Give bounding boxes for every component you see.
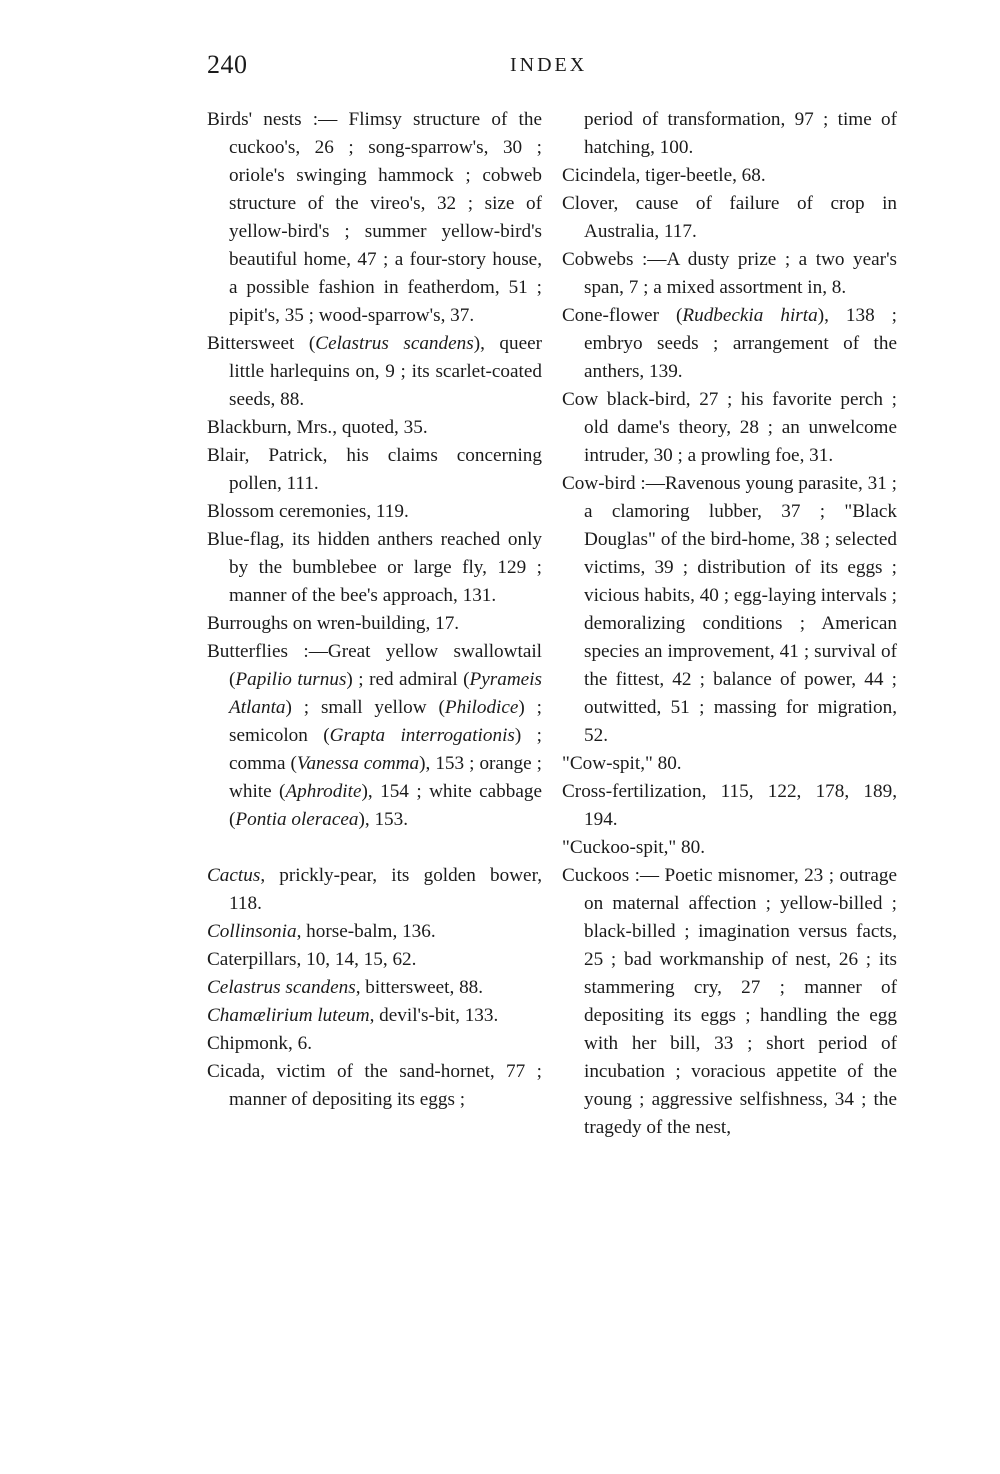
- index-entry-text: , prickly-pear, its golden bower, 118.: [229, 865, 542, 914]
- index-entry: [562, 386, 897, 470]
- index-entry-italic: Grapta interrogationis: [329, 725, 515, 746]
- index-entry-italic: Collinsonia: [207, 921, 297, 942]
- index-entry-text: , bittersweet, 88.: [355, 977, 484, 998]
- index-entry-italic: Celastrus scandens: [315, 333, 474, 354]
- index-entry-text: ) ; comma (: [229, 725, 542, 774]
- index-entry: [207, 1002, 542, 1030]
- index-entry: [207, 498, 542, 526]
- index-entry: [207, 414, 542, 442]
- index-column-right: [562, 106, 897, 1142]
- index-entry-text: Cuckoos :— Poetic misnomer, 23 ; outrage on maternal affection ; yellow-billed ; black-billed ; imagination versus facts, 25 ; bad workmanship of nest, 26 ; its stammering cry, 27 ; manner of depositing its eggs ; handling the egg with her bill, 33 ; short period of incubation ; voracious appetite of the young ; aggressive selfishness, 34 ; the tragedy of the nest,: [562, 865, 897, 1138]
- index-entry: [207, 862, 542, 918]
- index-entry-text: Cross-fertilization, 115, 122, 178, 189, 194.: [562, 781, 897, 830]
- index-entry-italic: Rudbeckia hirta: [682, 305, 818, 326]
- index-entry: [207, 1030, 542, 1058]
- index-entry-text: Cicada, victim of the sand-hornet, 77 ; manner of depositing its eggs ;: [207, 1061, 542, 1110]
- index-entry: [207, 638, 542, 834]
- index-entry: [562, 470, 897, 750]
- index-entry-text: "Cow-spit," 80.: [562, 753, 682, 774]
- index-entry: [207, 442, 542, 498]
- index-entry-text: ) ; semicolon (: [229, 697, 542, 746]
- index-entry-text: ) ; red admiral (: [346, 669, 470, 690]
- index-entry: [562, 162, 897, 190]
- index-entry-text: Cobwebs :—A dusty prize ; a two year's span, 7 ; a mixed assortment in, 8.: [562, 249, 897, 298]
- index-entry-text: Cow-bird :—Ravenous young parasite, 31 ; a clamoring lubber, 37 ; "Black Douglas" of the bird-home, 38 ; selected victims, 39 ; distribution of its eggs ; vicious habits, 40 ; egg-laying intervals ; demoralizing conditions ; American species an improvement, 41 ; survival of the fittest, 42 ; balance of power, 44 ; outwitted, 51 ; massing for migration, 52.: [562, 473, 897, 746]
- index-entry-text: Blackburn, Mrs., quoted, 35.: [207, 417, 428, 438]
- index-entry: [562, 862, 897, 1142]
- index-entry-text: "Cuckoo-spit," 80.: [562, 837, 706, 858]
- index-column-left: [207, 106, 542, 1114]
- index-entry: [562, 106, 897, 162]
- index-entry: [207, 330, 542, 414]
- index-entry-italic: Papilio turnus: [235, 669, 347, 690]
- index-entry: [562, 190, 897, 246]
- index-entry-text: Chipmonk, 6.: [207, 1033, 313, 1054]
- index-entry-text: Cicindela, tiger-beetle, 68.: [562, 165, 766, 186]
- index-entry-text: Butterflies :—Great yellow swallowtail (: [207, 641, 542, 690]
- index-entry-text: ), 154 ; white cabbage (: [229, 781, 542, 830]
- index-entry-text: Birds' nests :— Flimsy structure of the cuckoo's, 26 ; song-sparrow's, 30 ; oriole's swinging hammock ; cobweb structure of the vireo's, 32 ; size of yellow-bird's ; summer yellow-bird's beautiful home, 47 ; a four-story house, a possible fashion in featherdom, 51 ; pipit's, 35 ; wood-sparrow's, 37.: [207, 109, 542, 326]
- index-entry-text: ), 153.: [358, 809, 409, 830]
- index-entry-text: ), 153 ; orange ; white (: [229, 753, 542, 802]
- index-entry-text: Blair, Patrick, his claims concerning pollen, 111.: [207, 445, 542, 494]
- index-entry: [207, 1058, 542, 1114]
- index-entry: [562, 750, 897, 778]
- index-entry: [207, 610, 542, 638]
- index-entry-text: , horse-balm, 136.: [296, 921, 436, 942]
- index-entry-italic: Cactus: [207, 865, 261, 886]
- index-entry: [207, 918, 542, 946]
- index-entry: [562, 834, 897, 862]
- index-entry: [562, 302, 897, 386]
- index-entry-italic: Aphrodite: [285, 781, 362, 802]
- index-entry-text: ), queer little harlequins on, 9 ; its scarlet-coated seeds, 88.: [229, 333, 543, 410]
- index-entry-italic: Chamælirium luteum: [207, 1005, 370, 1026]
- index-entry-text: ), 138 ; embryo seeds ; arrangement of the anthers, 139.: [584, 305, 898, 382]
- index-entry-text: Blue-flag, its hidden anthers reached only by the bumblebee or large fly, 129 ; manner of the bee's approach, 131.: [207, 529, 542, 606]
- index-entry: [562, 246, 897, 302]
- index-entry-text: Blossom ceremonies, 119.: [207, 501, 409, 522]
- index-entry: [562, 778, 897, 834]
- index-entry-text: ) ; small yellow (: [285, 697, 445, 718]
- index-entry: [207, 526, 542, 610]
- index-entry-italic: Pyrameis Atlanta: [229, 669, 542, 718]
- index-entry-text: period of transformation, 97 ; time of hatching, 100.: [584, 109, 897, 158]
- index-entry-text: Cow black-bird, 27 ; his favorite perch ; old dame's theory, 28 ; an unwelcome intruder, 30 ; a prowling foe, 31.: [562, 389, 897, 466]
- page-number: 240: [207, 50, 248, 79]
- index-entry-text: Burroughs on wren-building, 17.: [207, 613, 460, 634]
- index-entry-italic: Celastrus scandens: [207, 977, 356, 998]
- index-entry-text: Caterpillars, 10, 14, 15, 62.: [207, 949, 417, 970]
- index-entry-text: Bittersweet (: [207, 333, 316, 354]
- index-entry-italic: Vanessa comma: [296, 753, 420, 774]
- index-entry-text: , devil's-bit, 133.: [369, 1005, 499, 1026]
- index-entry: [207, 946, 542, 974]
- index-entry-italic: Philodice: [444, 697, 519, 718]
- index-entry-text: Clover, cause of failure of crop in Australia, 117.: [562, 193, 897, 242]
- running-head: INDEX: [510, 54, 588, 76]
- index-entry-italic: Pontia oleracea: [235, 809, 359, 830]
- index-entry: [207, 106, 542, 330]
- index-entry-text: Cone-flower (: [562, 305, 683, 326]
- index-entry: [207, 974, 542, 1002]
